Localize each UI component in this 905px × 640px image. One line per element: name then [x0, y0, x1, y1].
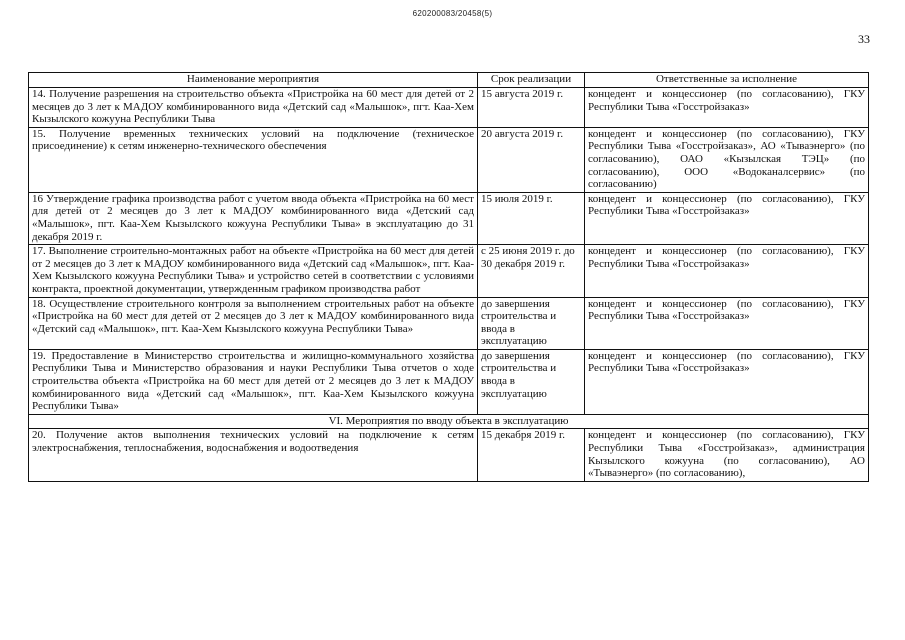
measures-table — [28, 72, 869, 482]
measure-responsible: концедент и концессионер (по согласованию), ГКУ Республики Тыва «Госстройзаказ» — [585, 192, 869, 244]
table-header-row — [29, 73, 869, 88]
measure-name: 14. Получение разрешения на строительство объекта «Пристройка на 60 мест для детей от 2 месяцев до 3 лет к МАДОУ комбинированного вида «Детский сад «Малышок», пгт. Каа-Хем Кызылского кожууна Республики Тыва — [29, 88, 478, 128]
document-id: 620200083/20458(5) — [412, 9, 493, 18]
measure-term: 20 августа 2019 г. — [478, 127, 585, 192]
section-row — [29, 414, 869, 429]
measure-name: 17. Выполнение строительно-монтажных работ на объекте «Пристройка на 60 мест для детей от 2 месяцев до 3 лет к МАДОУ комбинированного вида «Детский сад «Малышок», пгт. Каа-Хем Кызылского кожууна Республики Тыва» и устройство сетей в соответствии с условиями контракта, проектной документации, утвержденным графиком производства работ — [29, 245, 478, 297]
table-row — [29, 192, 869, 244]
table-row — [29, 88, 869, 128]
header-responsible: Ответственные за исполнение — [585, 73, 869, 88]
measure-responsible: концедент и концессионер (по согласованию), ГКУ Республики Тыва «Госстройзаказ» — [585, 245, 869, 297]
measure-name: 18. Осуществление строительного контроля за выполнением строительных работ на объекте «Пристройка на 60 мест для детей от 2 месяцев до 3 лет к МАДОУ комбинированного вида «Детский сад «Малышок», пгт. Каа-Хем Кызылского кожууна Республики Тыва» — [29, 297, 478, 349]
table-row — [29, 297, 869, 349]
header-term: Срок реализации — [478, 73, 585, 88]
measure-responsible: концедент и концессионер (по согласованию), ГКУ Республики Тыва «Госстройзаказ», АО «Тываэнерго» (по согласованию), ОАО «Кызылская ТЭЦ» (по согласованию), ООО «Водоканалсервис» (по согласованию) — [585, 127, 869, 192]
measure-term: до завершения строительства и ввода в эксплуатацию — [478, 349, 585, 414]
measure-responsible: концедент и концессионер (по согласованию), ГКУ Республики Тыва «Госстройзаказ» — [585, 297, 869, 349]
measure-name: 16 Утверждение графика производства работ с учетом ввода объекта «Пристройка на 60 мест для детей от 2 месяцев до 3 лет к МАДОУ комбинированного вида «Детский сад «Малышок», пгт. Каа-Хем Кызылского кожууна Республики Тыва» в эксплуатацию до 31 декабря 2019 г. — [29, 192, 478, 244]
table-row — [29, 349, 869, 414]
table-row — [29, 429, 869, 481]
measure-term: 15 августа 2019 г. — [478, 88, 585, 128]
measure-responsible: концедент и концессионер (по согласованию), ГКУ Республики Тыва «Госстройзаказ», администрация Кызылского кожууна (по согласованию), АО «Тываэнерго» (по согласованию), — [585, 429, 869, 481]
measure-responsible: концедент и концессионер (по согласованию), ГКУ Республики Тыва «Госстройзаказ» — [585, 88, 869, 128]
table-row — [29, 245, 869, 297]
measure-term: до завершения строительства и ввода в эксплуатацию — [478, 297, 585, 349]
measure-term: 15 июля 2019 г. — [478, 192, 585, 244]
header-name: Наименование мероприятия — [29, 73, 478, 88]
page-number: 33 — [858, 32, 870, 46]
measure-name: 15. Получение временных технических условий на подключение (техническое присоединение) к сетям инженерно-технического обеспечения — [29, 127, 478, 192]
section-title: VI. Мероприятия по вводу объекта в эксплуатацию — [29, 414, 869, 429]
measure-responsible: концедент и концессионер (по согласованию), ГКУ Республики Тыва «Госстройзаказ» — [585, 349, 869, 414]
measure-name: 20. Получение актов выполнения технических условий на подключение к сетям электроснабжения, теплоснабжения, водоснабжения и водоотведения — [29, 429, 478, 481]
table-row — [29, 127, 869, 192]
measure-term: 15 декабря 2019 г. — [478, 429, 585, 481]
measure-term: с 25 июня 2019 г. до 30 декабря 2019 г. — [478, 245, 585, 297]
measure-name: 19. Предоставление в Министерство строительства и жилищно-коммунального хозяйства Республики Тыва и Министерство образования и науки Республики Тыва отчетов о ходе строительства объекта «Пристройка на 60 мест для детей от 2 месяцев до 3 лет к МАДОУ комбинированного вида «Детский сад «Малышок», пгт. Каа-Хем Кызылского кожууна Республики Тыва» — [29, 349, 478, 414]
